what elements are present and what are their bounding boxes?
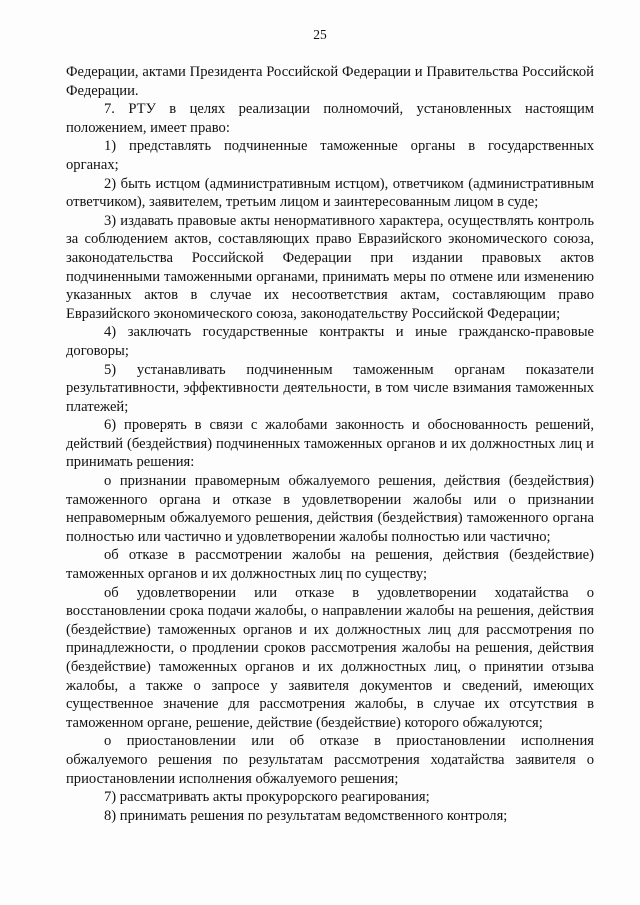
paragraph: 4) заключать государственные контракты и иные гражданско-правовые договоры; — [66, 324, 594, 359]
paragraph: об удовлетворении или отказе в удовлетворении ходатайства о восстановлении срока подачи жалобы, о направлении жалобы на решения, действия (бездействие) таможенных органов и их должностных лиц для рассмотрения по принадлежности, о продлении сроков рассмотрения жалобы на решения, действия (бездействие) таможенных органов и их должностных лиц, о принятии отзыва жалобы, а также о запросе у заявителя документов и сведений, имеющих существенное значение для рассмотрения жалобы, в случае их отсутствия в таможенном органе, решение, действие (бездействие) которого обжалуются; — [66, 584, 594, 731]
paragraph: 1) представлять подчиненные таможенные органы в государственных органах; — [66, 138, 594, 173]
page-number: 25 — [313, 27, 327, 42]
paragraph: 6) проверять в связи с жалобами законность и обоснованность решений, действий (бездействия) подчиненных таможенных органов и их должностных лиц и принимать решения: — [66, 417, 594, 471]
paragraph: Федерации, актами Президента Российской Федерации и Правительства Российской Федерации. — [66, 64, 594, 99]
paragraph: 3) издавать правовые акты ненормативного характера, осуществлять контроль за соблюдением актов, составляющих право Евразийского экономического союза, законодательства Российской Федерации при издании правовых актов подчиненными таможенными органами, принимать меры по отмене или изменению указанных актов в случае их несоответствия актам, составляющим право Евразийского экономического союза, законодательству Российской Федерации; — [66, 212, 594, 322]
paragraph: об отказе в рассмотрении жалобы на решения, действия (бездействие) таможенных органов и их должностных лиц по существу; — [66, 547, 594, 583]
paragraph: 8) принимать решения по результатам ведомственного контроля; — [104, 807, 508, 824]
paragraph: о признании правомерным обжалуемого решения, действия (бездействия) таможенного органа и отказе в удовлетворении жалобы или о признании неправомерным обжалуемого решения, действия (бездействия) таможенного органа полностью или частично и удовлетворении жалобы полностью или частично; — [66, 473, 594, 545]
paragraph: о приостановлении или об отказе в приостановлении исполнения обжалуемого решения по результатам рассмотрения ходатайства заявителя о приостановлении исполнения обжалуемого решения; — [66, 733, 594, 787]
paragraph: 7) рассматривать акты прокурорского реагирования; — [104, 789, 430, 806]
paragraph: 5) устанавливать подчиненным таможенным органам показатели результативности, эффективности деятельности, в том числе взимания таможенных платежей; — [66, 361, 594, 415]
paragraph: 2) быть истцом (административным истцом), ответчиком (административным ответчиком), заявителем, третьим лицом и заинтересованным лицом в суде; — [66, 175, 594, 211]
document-body — [66, 63, 594, 825]
paragraph: 7. РТУ в целях реализации полномочий, установленных настоящим положением, имеет право: — [66, 101, 594, 136]
